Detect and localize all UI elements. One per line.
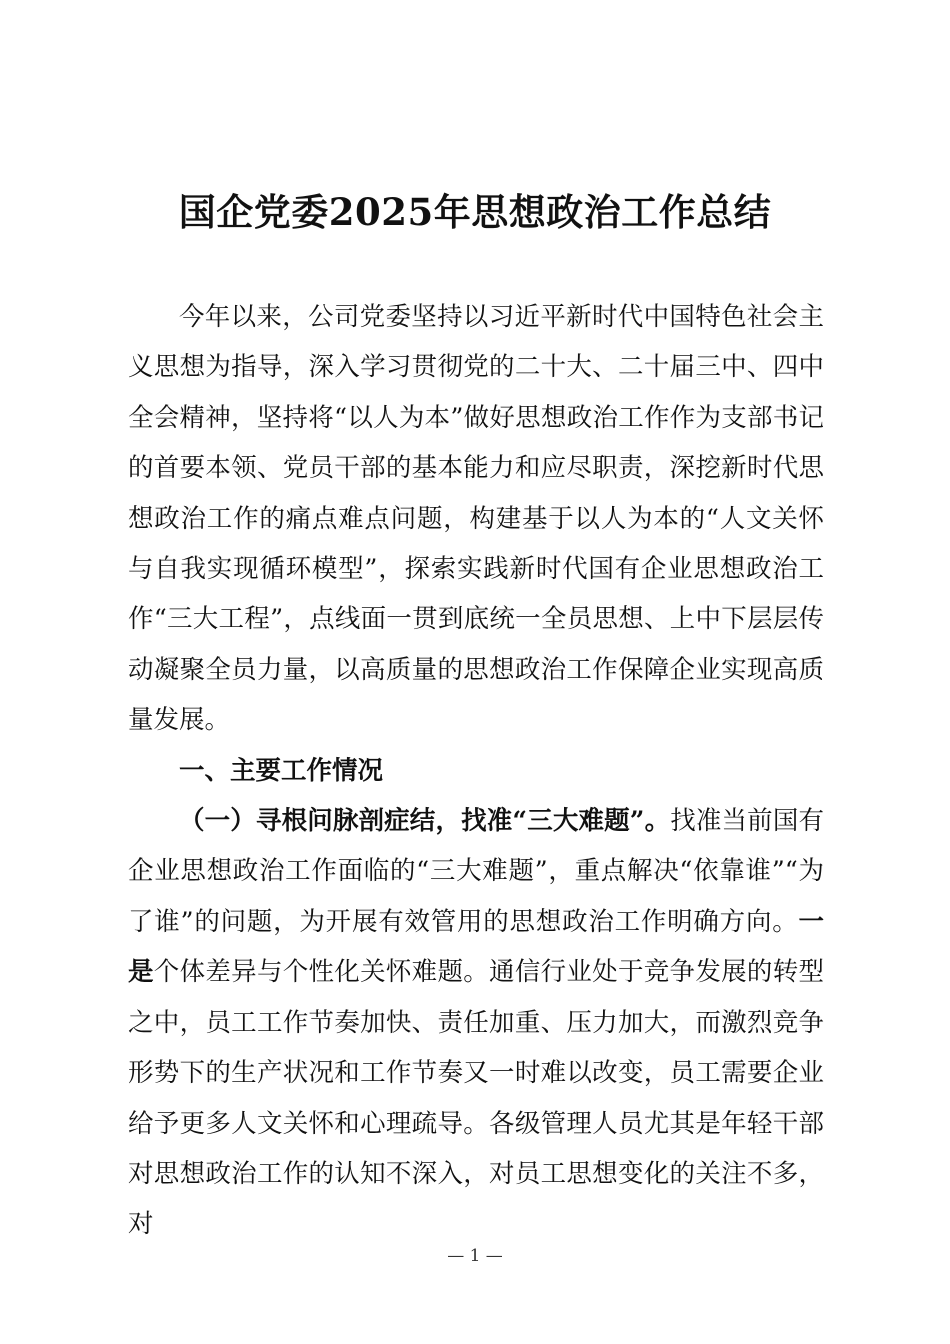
subsection-text: 找准当前国有企业思想政治工作面临的“三大难题”，重点解决“依靠谁”“为了谁”的问题，为开展有效管用的思想政治工作明确方向。 [128,806,824,937]
point-text: 个体差异与个性化关怀难题。通信行业处于竞争发展的转型之中，员工工作节奏加快、责任加重、压力加大，而激烈竞争形势下的生产状况和工作节奏又一时难以改变，员工需要企业给予更多人文关怀和心理疏导。各级管理人员尤其是年轻干部对思想政治工作的认知不深入，对员工思想变化的关注不多，对 [128,957,824,1240]
subsection-paragraph [128,796,824,1250]
subsection-heading: （一）寻根问脉剖症结，找准“三大难题”。 [179,806,671,837]
intro-paragraph: 今年以来，公司党委坚持以习近平新时代中国特色社会主义思想为指导，深入学习贯彻党的二十大、二十届三中、四中全会精神，坚持将“以人为本”做好思想政治工作作为支部书记的首要本领、党员干部的基本能力和应尽职责，深挖新时代思想政治工作的痛点难点问题，构建基于以人为本的“人文关怀与自我实现循环模型”，探索实践新时代国有企业思想政治工作“三大工程”，点线面一贯到底统一全员思想、上中下层层传动凝聚全员力量，以高质量的思想政治工作保障企业实现高质量发展。 [128,302,824,736]
section-heading: 一、主要工作情况 [179,755,384,786]
document-body [128,292,824,1250]
point-lead: 一是 [128,906,824,988]
page-number: — 1 — [447,1246,503,1266]
document-title: 国企党委2025年思想政治工作总结 [178,190,772,234]
